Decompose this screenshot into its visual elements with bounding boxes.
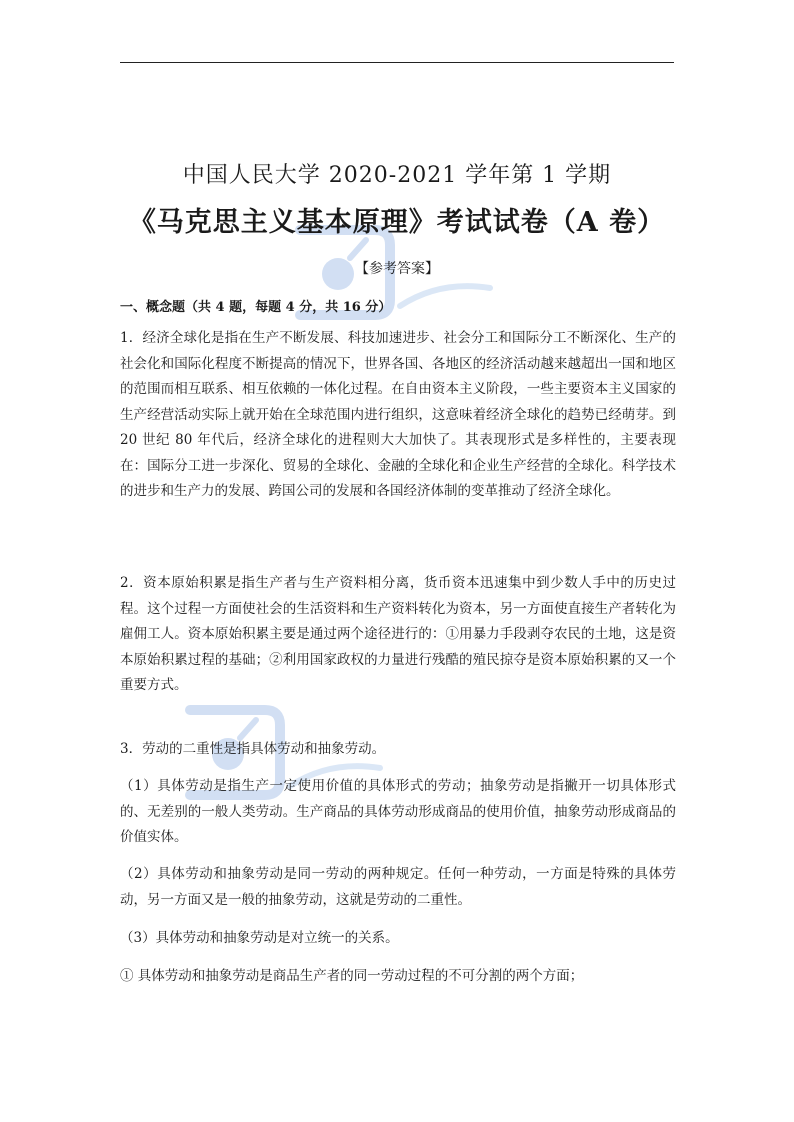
answer-paragraph-3-3-a: ① 具体劳动和抽象劳动是商品生产者的同一劳动过程的不可分割的两个方面； [120,968,584,984]
answer-paragraph-3: 3．劳动的二重性是指具体劳动和抽象劳动。 [120,741,386,757]
answer-paragraph-3-1: （1）具体劳动是指生产一定使用价值的具体形式的劳动；抽象劳动是指撇开一切具体形式的、无差别的一般人类劳动。生产商品的具体劳动形成商品的使用价值，抽象劳动形成商品的价值实体。 [120,778,676,845]
answer-key-label: 【参考答案】 [355,261,439,277]
exam-title-line1: 中国人民大学 2020-2021 学年第 1 学期 [182,163,612,188]
exam-title-line2: 《马克思主义基本原理》考试试卷（A 卷） [128,207,666,238]
answer-paragraph-3-2: （2）具体劳动和抽象劳动是同一劳动的两种规定。任何一种劳动，一方面是特殊的具体劳动，另一方面又是一般的抽象劳动，这就是劳动的二重性。 [120,866,676,908]
answer-paragraph-2: 2．资本原始积累是指生产者与生产资料相分离，货币资本迅速集中到少数人手中的历史过程。这个过程一方面使社会的生活资料和生产资料转化为资本，另一方面使直接生产者转化为雇佣工人。资本原始积累主要是通过两个途径进行的：①用暴力手段剥夺农民的土地，这是资本原始积累过程的基础；②利用国家政权的力量进行残酷的殖民掠夺是资本原始积累的又一个重要方式。 [120,575,676,693]
top-rule [120,62,674,63]
section-heading-concepts: 一、概念题（共 4 题，每题 4 分，共 16 分） [120,300,392,315]
answer-paragraph-1: 1．经济全球化是指在生产不断发展、科技加速进步、社会分工和国际分工不断深化、生产的社会化和国际化程度不断提高的情况下，世界各国、各地区的经济活动越来越超出一国和地区的范围而相互联系、相互依赖的一体化过程。在自由资本主义阶段，一些主要资本主义国家的生产经营活动实际上就开始在全球范围内进行组织，这意味着经济全球化的趋势已经萌芽。到 20 世纪 80 年代后，经济全球化的进程则大大加快了。其表现形式是多样性的，主要表现在：国际分工进一步深化、贸易的全球化、金融的全球化和企业生产经营的全球化。科学技术的进步和生产力的发展、跨国公司的发展和各国经济体制的变革推动了经济全球化。 [120,330,676,499]
answer-paragraph-3-3: （3）具体劳动和抽象劳动是对立统一的关系。 [120,930,399,946]
